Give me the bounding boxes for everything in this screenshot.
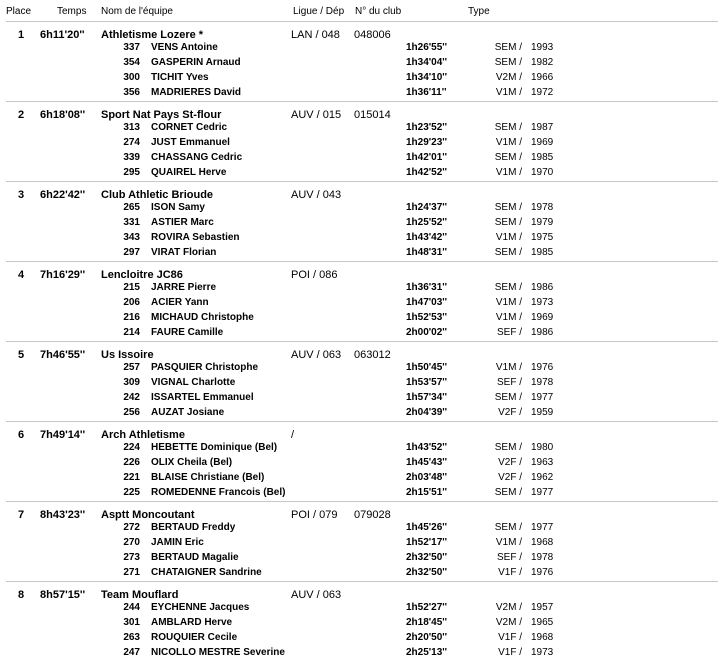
member-name: BERTAUD Magalie xyxy=(151,552,239,563)
team-time: 7h16'29'' xyxy=(40,269,86,281)
member-row xyxy=(0,57,722,71)
member-year: 1962 xyxy=(531,472,554,483)
team-time: 8h57'15'' xyxy=(40,589,86,601)
member-time: 2h32'50'' xyxy=(406,552,448,563)
member-name: GASPERIN Arnaud xyxy=(151,57,241,68)
member-bib: 272 xyxy=(123,522,140,533)
team-name: Club Athletic Brioude xyxy=(101,189,214,201)
team-league: POI / 086 xyxy=(291,269,338,281)
member-name: JUST Emmanuel xyxy=(151,137,230,148)
member-bib: 270 xyxy=(123,537,140,548)
member-bib: 339 xyxy=(123,152,140,163)
member-time: 1h45'43'' xyxy=(406,457,448,468)
member-year: 1963 xyxy=(531,457,554,468)
team-block xyxy=(0,181,722,261)
member-category: V2M / xyxy=(495,602,522,613)
member-time: 1h43'52'' xyxy=(406,442,448,453)
member-time: 1h34'04'' xyxy=(406,57,448,68)
member-row xyxy=(0,312,722,326)
member-category: V1M / xyxy=(495,537,522,548)
team-league: POI / 079 xyxy=(291,509,338,521)
member-name: FAURE Camille xyxy=(151,327,224,338)
member-name: CORNET Cedric xyxy=(151,122,228,133)
member-year: 1966 xyxy=(531,72,554,83)
member-row xyxy=(0,297,722,311)
member-category: SEM / xyxy=(494,217,522,228)
member-bib: 297 xyxy=(123,247,140,258)
member-bib: 224 xyxy=(123,442,140,453)
member-name: ROMEDENNE Francois (Bel) xyxy=(151,487,286,498)
member-category: V1F / xyxy=(498,567,522,578)
team-place: 7 xyxy=(18,509,25,521)
team-name: Us Issoire xyxy=(101,349,154,361)
member-category: V1M / xyxy=(495,362,522,373)
member-name: VENS Antoine xyxy=(151,42,218,53)
member-category: V1M / xyxy=(495,87,522,98)
member-bib: 216 xyxy=(123,312,140,323)
member-name: VIRAT Florian xyxy=(151,247,217,258)
team-time: 8h43'23'' xyxy=(40,509,86,521)
member-time: 1h50'45'' xyxy=(406,362,448,373)
member-year: 1959 xyxy=(531,407,554,418)
member-year: 1977 xyxy=(531,392,554,403)
header-club: N° du club xyxy=(355,6,402,17)
member-bib: 247 xyxy=(123,647,140,658)
member-row xyxy=(0,122,722,136)
member-row xyxy=(0,217,722,231)
member-name: ROVIRA Sebastien xyxy=(151,232,240,243)
member-category: SEF / xyxy=(496,552,522,563)
member-row xyxy=(0,487,722,501)
member-bib: 337 xyxy=(123,42,140,53)
member-row xyxy=(0,602,722,616)
member-row xyxy=(0,202,722,216)
member-year: 1982 xyxy=(531,57,554,68)
member-bib: 215 xyxy=(123,282,140,293)
member-time: 1h36'31'' xyxy=(406,282,448,293)
member-row xyxy=(0,537,722,551)
team-block xyxy=(0,21,722,101)
member-category: V2F / xyxy=(498,407,522,418)
team-club: 048006 xyxy=(354,29,391,41)
member-name: BLAISE Christiane (Bel) xyxy=(151,472,265,483)
member-year: 1976 xyxy=(531,362,554,373)
member-row xyxy=(0,647,722,661)
member-time: 1h36'11'' xyxy=(406,87,447,98)
member-bib: 300 xyxy=(123,72,140,83)
member-time: 1h25'52'' xyxy=(406,217,448,228)
member-category: V1M / xyxy=(495,312,522,323)
member-bib: 214 xyxy=(123,327,140,338)
team-separator xyxy=(6,421,718,422)
member-year: 1987 xyxy=(531,122,554,133)
member-bib: 206 xyxy=(123,297,140,308)
member-year: 1973 xyxy=(531,647,554,658)
member-row xyxy=(0,42,722,56)
header-nom: Nom de l'équipe xyxy=(101,6,173,17)
member-bib: 271 xyxy=(123,567,140,578)
member-name: EYCHENNE Jacques xyxy=(151,602,250,613)
member-year: 1970 xyxy=(531,167,554,178)
member-name: VIGNAL Charlotte xyxy=(151,377,236,388)
member-row xyxy=(0,457,722,471)
member-name: ISSARTEL Emmanuel xyxy=(151,392,254,403)
team-time: 7h46'55'' xyxy=(40,349,86,361)
member-time: 1h57'34'' xyxy=(406,392,448,403)
team-name: Lencloitre JC86 xyxy=(101,269,183,281)
member-category: SEM / xyxy=(494,442,522,453)
team-separator xyxy=(6,181,718,182)
team-place: 5 xyxy=(18,349,25,361)
header-ligue: Ligue / Dép xyxy=(293,6,345,17)
member-category: SEM / xyxy=(494,282,522,293)
member-bib: 354 xyxy=(123,57,140,68)
member-category: V1M / xyxy=(495,232,522,243)
member-row xyxy=(0,407,722,421)
member-time: 1h26'55'' xyxy=(406,42,448,53)
team-time: 6h11'20'' xyxy=(40,29,85,41)
team-league: AUV / 015 xyxy=(291,109,342,121)
team-separator xyxy=(6,261,718,262)
team-league: / xyxy=(291,429,295,441)
member-bib: 244 xyxy=(123,602,140,613)
member-bib: 263 xyxy=(123,632,140,643)
member-name: CHATAIGNER Sandrine xyxy=(151,567,262,578)
member-row xyxy=(0,567,722,581)
member-category: SEM / xyxy=(494,392,522,403)
team-place: 2 xyxy=(18,109,25,121)
member-name: QUAIREL Herve xyxy=(151,167,227,178)
member-row xyxy=(0,282,722,296)
member-bib: 225 xyxy=(123,487,140,498)
member-category: SEM / xyxy=(494,42,522,53)
team-time: 6h22'42'' xyxy=(40,189,86,201)
member-category: V1M / xyxy=(495,137,522,148)
member-year: 1968 xyxy=(531,632,554,643)
member-row xyxy=(0,442,722,456)
team-name: Team Mouflard xyxy=(101,589,179,601)
team-place: 1 xyxy=(18,29,25,41)
member-year: 1972 xyxy=(531,87,554,98)
member-row xyxy=(0,617,722,631)
member-year: 1986 xyxy=(531,327,554,338)
team-block xyxy=(0,581,722,661)
member-category: SEM / xyxy=(494,152,522,163)
member-year: 1985 xyxy=(531,152,554,163)
header-place: Place xyxy=(6,6,32,17)
member-name: PASQUIER Christophe xyxy=(151,362,259,373)
member-row xyxy=(0,377,722,391)
member-bib: 226 xyxy=(123,457,140,468)
member-name: ISON Samy xyxy=(151,202,205,213)
member-year: 1969 xyxy=(531,312,554,323)
member-name: CHASSANG Cedric xyxy=(151,152,243,163)
member-row xyxy=(0,167,722,181)
member-category: V2F / xyxy=(498,457,522,468)
member-name: ASTIER Marc xyxy=(151,217,214,228)
team-block xyxy=(0,501,722,581)
member-year: 1978 xyxy=(531,552,554,563)
team-separator xyxy=(6,581,718,582)
member-year: 1965 xyxy=(531,617,554,628)
member-year: 1977 xyxy=(531,487,554,498)
member-name: TICHIT Yves xyxy=(151,72,209,83)
member-category: V2F / xyxy=(498,472,522,483)
member-category: V1M / xyxy=(495,297,522,308)
member-time: 1h45'26'' xyxy=(406,522,448,533)
member-time: 1h34'10'' xyxy=(406,72,448,83)
member-bib: 274 xyxy=(123,137,140,148)
member-name: AMBLARD Herve xyxy=(151,617,233,628)
member-time: 1h48'31'' xyxy=(406,247,448,258)
member-year: 1969 xyxy=(531,137,554,148)
member-name: OLIX Cheila (Bel) xyxy=(151,457,233,468)
member-bib: 295 xyxy=(123,167,140,178)
member-row xyxy=(0,247,722,261)
member-time: 1h47'03'' xyxy=(406,297,448,308)
member-time: 1h29'23'' xyxy=(406,137,448,148)
member-category: SEM / xyxy=(494,122,522,133)
team-club: 015014 xyxy=(354,109,391,121)
member-year: 1973 xyxy=(531,297,554,308)
member-time: 2h32'50'' xyxy=(406,567,448,578)
member-bib: 331 xyxy=(123,217,140,228)
member-row xyxy=(0,232,722,246)
member-year: 1975 xyxy=(531,232,554,243)
team-block xyxy=(0,421,722,501)
team-league: AUV / 063 xyxy=(291,589,342,601)
team-place: 3 xyxy=(18,189,25,201)
team-separator xyxy=(6,21,718,22)
member-time: 1h43'42'' xyxy=(406,232,448,243)
member-bib: 265 xyxy=(123,202,140,213)
member-category: SEM / xyxy=(494,202,522,213)
member-bib: 221 xyxy=(123,472,140,483)
member-time: 1h53'57'' xyxy=(406,377,448,388)
member-year: 1985 xyxy=(531,247,554,258)
member-row xyxy=(0,632,722,646)
team-time: 7h49'14'' xyxy=(40,429,86,441)
member-bib: 242 xyxy=(123,392,140,403)
member-category: SEM / xyxy=(494,247,522,258)
member-year: 1978 xyxy=(531,202,554,213)
member-name: MICHAUD Christophe xyxy=(151,312,254,323)
member-row xyxy=(0,472,722,486)
member-time: 1h24'37'' xyxy=(406,202,448,213)
member-time: 2h15'51'' xyxy=(406,487,448,498)
member-name: BERTAUD Freddy xyxy=(151,522,236,533)
member-category: V1F / xyxy=(498,632,522,643)
member-year: 1976 xyxy=(531,567,554,578)
member-name: JAMIN Eric xyxy=(151,537,204,548)
member-row xyxy=(0,87,722,101)
member-category: SEM / xyxy=(494,487,522,498)
team-place: 4 xyxy=(18,269,25,281)
member-year: 1978 xyxy=(531,377,554,388)
team-place: 8 xyxy=(18,589,25,601)
member-year: 1957 xyxy=(531,602,554,613)
member-time: 1h52'53'' xyxy=(406,312,448,323)
member-category: SEF / xyxy=(496,327,522,338)
member-category: V2M / xyxy=(495,617,522,628)
member-time: 1h42'52'' xyxy=(406,167,448,178)
member-time: 2h25'13'' xyxy=(406,647,448,658)
member-name: ACIER Yann xyxy=(151,297,209,308)
member-year: 1993 xyxy=(531,42,554,53)
member-time: 2h18'45'' xyxy=(406,617,448,628)
member-bib: 301 xyxy=(123,617,140,628)
team-separator xyxy=(6,341,718,342)
member-row xyxy=(0,362,722,376)
member-category: V1F / xyxy=(498,647,522,658)
member-year: 1986 xyxy=(531,282,554,293)
team-club: 079028 xyxy=(354,509,391,521)
team-block xyxy=(0,341,722,421)
member-category: SEM / xyxy=(494,522,522,533)
member-bib: 257 xyxy=(123,362,140,373)
team-place: 6 xyxy=(18,429,25,441)
member-row xyxy=(0,392,722,406)
member-name: ROUQUIER Cecile xyxy=(151,632,238,643)
member-time: 2h04'39'' xyxy=(406,407,448,418)
team-league: AUV / 063 xyxy=(291,349,342,361)
header-type: Type xyxy=(468,6,490,17)
member-year: 1979 xyxy=(531,217,554,228)
member-time: 2h00'02'' xyxy=(406,327,448,338)
team-name: Asptt Moncoutant xyxy=(101,509,195,521)
member-row xyxy=(0,552,722,566)
member-bib: 356 xyxy=(123,87,140,98)
member-time: 1h52'27'' xyxy=(406,602,448,613)
team-name: Athletisme Lozere * xyxy=(101,29,204,41)
team-time: 6h18'08'' xyxy=(40,109,86,121)
member-time: 2h20'50'' xyxy=(406,632,448,643)
member-time: 2h03'48'' xyxy=(406,472,448,483)
member-category: SEF / xyxy=(496,377,522,388)
team-block xyxy=(0,101,722,181)
member-bib: 313 xyxy=(123,122,140,133)
member-name: NICOLLO MESTRE Severine xyxy=(151,647,285,658)
team-club: 063012 xyxy=(354,349,391,361)
member-name: JARRE Pierre xyxy=(151,282,217,293)
member-bib: 256 xyxy=(123,407,140,418)
member-year: 1977 xyxy=(531,522,554,533)
member-row xyxy=(0,327,722,341)
member-bib: 343 xyxy=(123,232,140,243)
member-row xyxy=(0,522,722,536)
member-row xyxy=(0,152,722,166)
header-temps: Temps xyxy=(57,6,87,17)
member-category: V1M / xyxy=(495,167,522,178)
team-name: Sport Nat Pays St-flour xyxy=(101,109,222,121)
member-name: AUZAT Josiane xyxy=(151,407,225,418)
member-time: 1h42'01'' xyxy=(406,152,448,163)
member-time: 1h52'17'' xyxy=(406,537,448,548)
team-league: LAN / 048 xyxy=(291,29,340,41)
member-category: V2M / xyxy=(495,72,522,83)
member-year: 1980 xyxy=(531,442,554,453)
member-time: 1h23'52'' xyxy=(406,122,448,133)
member-category: SEM / xyxy=(494,57,522,68)
member-year: 1968 xyxy=(531,537,554,548)
team-separator xyxy=(6,501,718,502)
member-row xyxy=(0,72,722,86)
member-bib: 273 xyxy=(123,552,140,563)
team-separator xyxy=(6,101,718,102)
member-bib: 309 xyxy=(123,377,140,388)
member-name: MADRIERES David xyxy=(151,87,242,98)
member-row xyxy=(0,137,722,151)
team-league: AUV / 043 xyxy=(291,189,342,201)
team-block xyxy=(0,261,722,341)
team-name: Arch Athletisme xyxy=(101,429,185,441)
member-name: HEBETTE Dominique (Bel) xyxy=(151,442,278,453)
